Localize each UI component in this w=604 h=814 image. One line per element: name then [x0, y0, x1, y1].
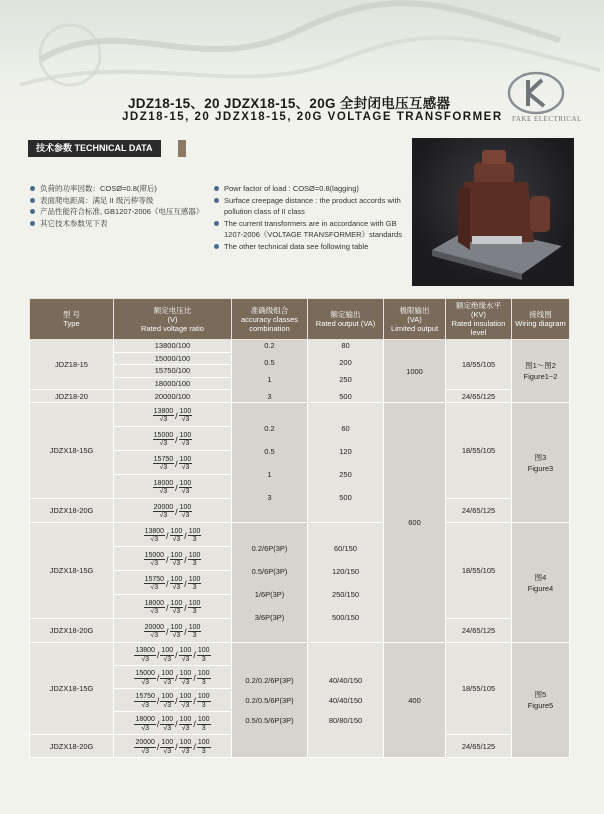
note-item: 其它技术参数见下表 — [30, 218, 212, 230]
accuracy-cell: 0.2/0.2/6P(3P) 0.2/0.5/6P(3P) 0.5/0.5/6P(3P) — [232, 643, 308, 758]
transformer-image — [412, 138, 574, 286]
note-item: 负荷的功率因数：COSØ=0.8(滞后) — [30, 183, 212, 195]
ratio-cell: 13800/100 — [114, 340, 232, 353]
note-item: The current transformers are in accordance with GB 1207-2006《VOLTAGE TRANSFORMER》standards — [214, 218, 410, 241]
ratio-cell: $\frac{20000}{√3}$ / $\frac{100}{√3}$ / $\frac{100}{√3}$ / $\frac{100}{3}$ — [114, 735, 232, 758]
logo-text: FAKE ELECTRICAL — [512, 115, 582, 123]
type-cell: JDZX18-20G — [30, 499, 114, 523]
ratio-cell: $\frac{18000}{√3}$ / $\frac{100}{√3}$ — [114, 475, 232, 499]
section-title-cap — [178, 140, 186, 157]
note-item: 表面爬电距离：满足 II 级污秽等级 — [30, 195, 212, 207]
page-title-cn: JDZ18-15、20 JDZX18-15、20G 全封闭电压互感器 — [128, 96, 451, 111]
ratio-cell: $\frac{18000}{√3}$ / $\frac{100}{√3}$ / $\frac{100}{3}$ — [114, 595, 232, 619]
header-wiring: 接线图 Wiring diagram — [512, 299, 570, 340]
notes-en — [214, 183, 410, 253]
page-title-en: JDZ18-15, 20 JDZX18-15, 20G VOLTAGE TRANSFORMER — [122, 111, 503, 123]
company-logo-icon — [506, 70, 566, 116]
insulation-cell: 24/65/125 — [446, 619, 512, 643]
wiring-cell: 图1～图2 Figure1~2 — [512, 340, 570, 403]
ratio-cell: $\frac{15000}{√3}$ / $\frac{100}{√3}$ — [114, 427, 232, 451]
ratio-cell: $\frac{15750}{√3}$ / $\frac{100}{√3}$ / $\frac{100}{3}$ — [114, 571, 232, 595]
section-title: 技术参数 TECHNICAL DATA — [28, 140, 161, 157]
notes-cn — [30, 183, 212, 229]
table-row — [30, 403, 570, 427]
output-cell: 40/40/150 40/40/150 80/80/150 — [308, 643, 384, 758]
ratio-cell: 20000/100 — [114, 390, 232, 403]
note-item: The other technical data see following table — [214, 241, 410, 253]
table-header-row — [30, 299, 570, 340]
limited-cell: 1000 — [384, 340, 446, 403]
insulation-cell: 24/65/125 — [446, 735, 512, 758]
ratio-cell: $\frac{13800}{√3}$ / $\frac{100}{√3}$ / $\frac{100}{3}$ — [114, 523, 232, 547]
type-cell: JDZX18-15G — [30, 403, 114, 499]
insulation-cell: 18/55/105 — [446, 340, 512, 390]
insulation-cell: 24/65/125 — [446, 499, 512, 523]
wiring-cell: 图5 Figure5 — [512, 643, 570, 758]
ratio-cell: $\frac{20000}{√3}$ / $\frac{100}{√3}$ — [114, 499, 232, 523]
insulation-cell: 18/55/105 — [446, 643, 512, 735]
ratio-cell: $\frac{15000}{√3}$ / $\frac{100}{√3}$ / $\frac{100}{√3}$ / $\frac{100}{3}$ — [114, 666, 232, 689]
table-row — [30, 523, 570, 547]
note-item: Surface creepage distance : the product accords with pollution class of II class — [214, 195, 410, 218]
header-accuracy: 准确级组合 accuracy classes combination — [232, 299, 308, 340]
table-row — [30, 643, 570, 666]
type-cell: JDZX18-20G — [30, 619, 114, 643]
type-cell: JDZX18-20G — [30, 735, 114, 758]
type-cell: JDZX18-15G — [30, 643, 114, 735]
insulation-cell: 18/55/105 — [446, 403, 512, 499]
type-cell: JDZ18-20 — [30, 390, 114, 403]
ratio-cell: 15000/100 — [114, 352, 232, 365]
type-cell: JDZ18-15 — [30, 340, 114, 390]
output-cell: 80 200 250 500 — [308, 340, 384, 403]
type-cell: JDZX18-15G — [30, 523, 114, 619]
ratio-cell: $\frac{13800}{√3}$ / $\frac{100}{√3}$ / $\frac{100}{√3}$ / $\frac{100}{3}$ — [114, 643, 232, 666]
header-ratio: 额定电压比 (V) Rated voltage ratio — [114, 299, 232, 340]
accuracy-cell: 0.2/6P(3P) 0.5/6P(3P) 1/6P(3P) 3/6P(3P) — [232, 523, 308, 643]
accuracy-cell: 0.2 0.5 1 3 — [232, 403, 308, 523]
header-insulation: 额定绝缘水平 (KV) Rated insulation level — [446, 299, 512, 340]
accuracy-cell: 0.2 0.5 1 3 — [232, 340, 308, 403]
ratio-cell: 18000/100 — [114, 377, 232, 390]
product-photo — [412, 138, 574, 286]
ratio-cell: $\frac{20000}{√3}$ / $\frac{100}{√3}$ / $\frac{100}{3}$ — [114, 619, 232, 643]
wiring-cell: 图4 Figure4 — [512, 523, 570, 643]
limited-cell: 600 — [384, 403, 446, 643]
wiring-cell: 图3 Figure3 — [512, 403, 570, 523]
header-output: 额定输出 Rated output (VA) — [308, 299, 384, 340]
ratio-cell: $\frac{13800}{√3}$ / $\frac{100}{√3}$ — [114, 403, 232, 427]
header-type: 型 号 Type — [30, 299, 114, 340]
insulation-cell: 24/65/125 — [446, 390, 512, 403]
technical-data-table — [29, 298, 570, 758]
output-cell: 60/150 120/150 250/150 500/150 — [308, 523, 384, 643]
ratio-cell: $\frac{18000}{√3}$ / $\frac{100}{√3}$ / $\frac{100}{√3}$ / $\frac{100}{3}$ — [114, 712, 232, 735]
limited-cell: 400 — [384, 643, 446, 758]
note-item: 产品性能符合标准, GB1207-2006《电压互感器》 — [30, 206, 212, 218]
note-item: Powr factor of load : COSØ=0.8(lagging) — [214, 183, 410, 195]
output-cell: 60 120 250 500 — [308, 403, 384, 523]
table-row — [30, 340, 570, 353]
ratio-cell: $\frac{15000}{√3}$ / $\frac{100}{√3}$ / $\frac{100}{3}$ — [114, 547, 232, 571]
ratio-cell: 15750/100 — [114, 365, 232, 378]
ratio-cell: $\frac{15750}{√3}$ / $\frac{100}{√3}$ — [114, 451, 232, 475]
insulation-cell: 18/55/105 — [446, 523, 512, 619]
header-limited: 极限输出 (VA) Limited output — [384, 299, 446, 340]
ratio-cell: $\frac{15750}{√3}$ / $\frac{100}{√3}$ / $\frac{100}{√3}$ / $\frac{100}{3}$ — [114, 689, 232, 712]
